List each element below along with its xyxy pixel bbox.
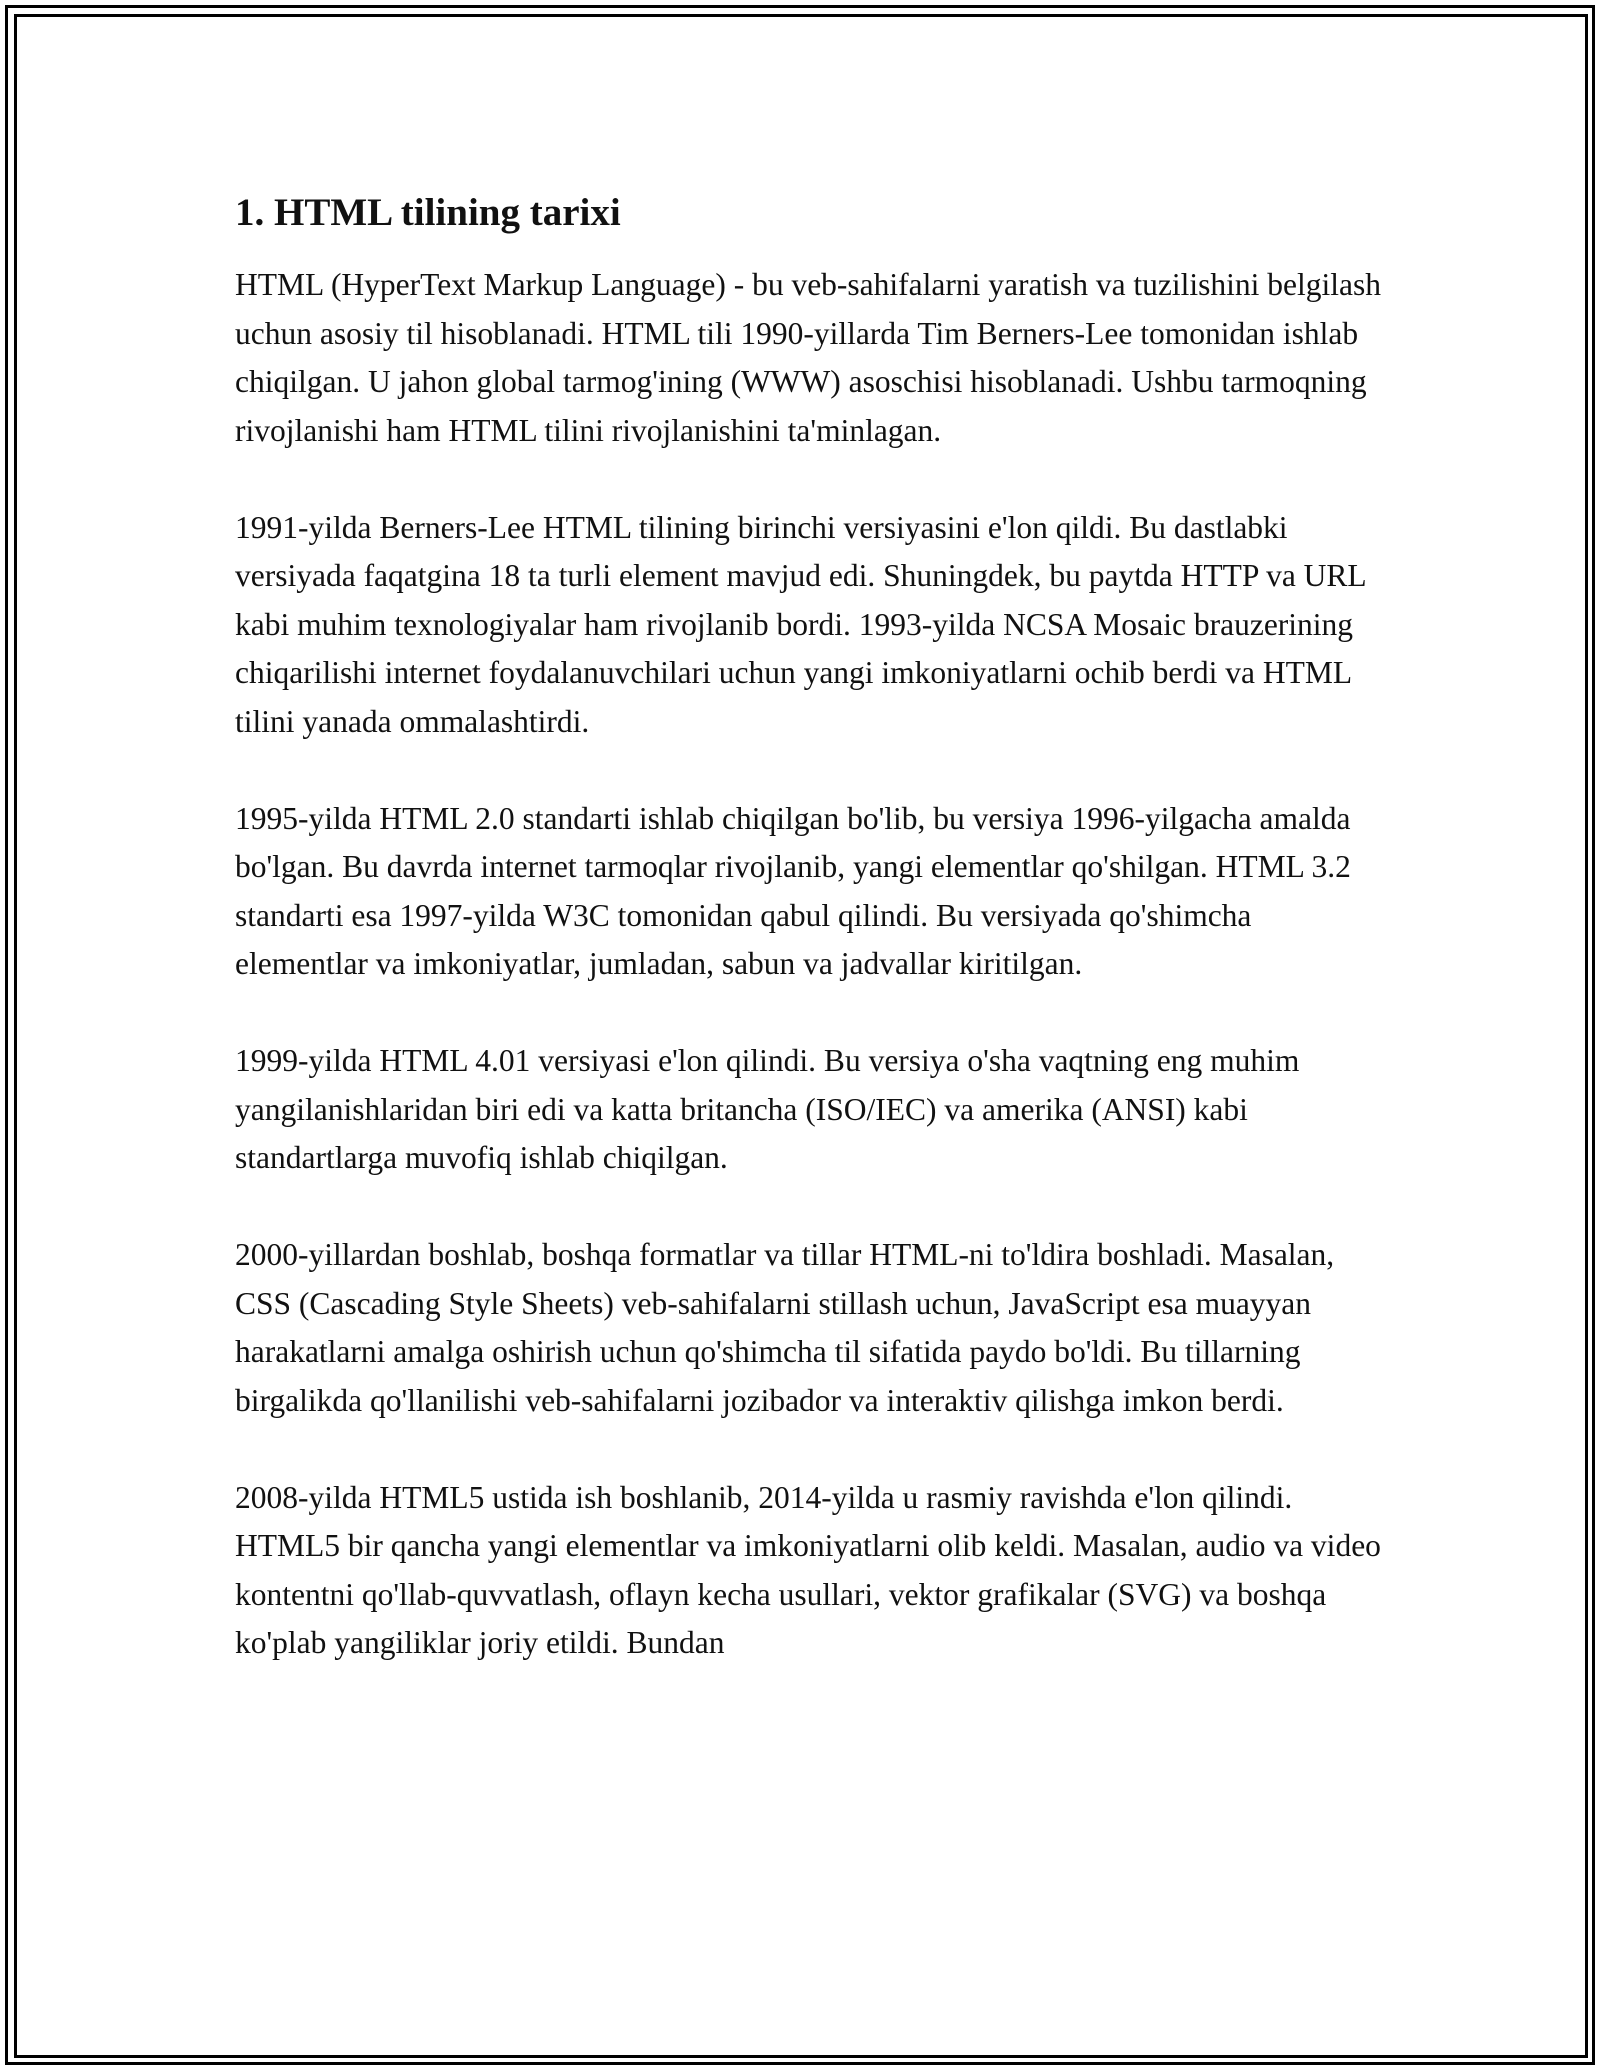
- paragraph-intro: HTML (HyperText Markup Language) - bu veb-sahifalarni yaratish va tuzilishini belgilash uchun asosiy til hisoblanadi. HTML tili 1990-yillarda Tim Berners-Lee tomonidan ishlab chiqilgan. U jahon global tarmog'ining (WWW) asoschisi hisoblanadi. Ushbu tarmoqning rivojlanishi ham HTML tilini rivojlanishini ta'minlagan.: [235, 267, 1382, 448]
- paragraph-2000s: 2000-yillardan boshlab, boshqa formatlar va tillar HTML-ni to'ldira boshladi. Masalan, CSS (Cascading Style Sheets) veb-sahifalarni stillash uchun, JavaScript esa muayyan harakatlarni amalga oshirish uchun qo'shimcha til sifatida paydo bo'ldi. Bu tillarning birgalikda qo'llanilishi veb-sahifalarni jozibador va interaktiv qilishga imkon berdi.: [235, 1237, 1335, 1418]
- section-heading: 1. HTML tilining tarixi: [235, 191, 621, 234]
- paragraph-1991: 1991-yilda Berners-Lee HTML tilining birinchi versiyasini e'lon qildi. Bu dastlabki versiyada faqatgina 18 ta turli element mavjud edi. Shuningdek, bu paytda HTTP va URL kabi muhim texnologiyalar ham rivojlanib bordi. 1993-yilda NCSA Mosaic brauzerining chiqarilishi internet foydalanuvchilari uchun yangi imkoniyatlarni ochib berdi va HTML tilini yanada ommalashtirdi.: [235, 509, 1366, 739]
- paragraph-2008: 2008-yilda HTML5 ustida ish boshlanib, 2014-yilda u rasmiy ravishda e'lon qilindi. HTML5 bir qancha yangi elementlar va imkoniyatlarni olib keldi. Masalan, audio va video kontentni qo'llab-quvvatlash, oflayn kecha usullari, vektor grafikalar (SVG) va boshqa ko'plab yangiliklar joriy etildi. Bundan: [235, 1479, 1381, 1660]
- paragraph-1995: 1995-yilda HTML 2.0 standarti ishlab chiqilgan bo'lib, bu versiya 1996-yilgacha amalda bo'lgan. Bu davrda internet tarmoqlar rivojlanib, yangi elementlar qo'shilgan. HTML 3.2 standarti esa 1997-yilda W3C tomonidan qabul qilindi. Bu versiyada qo'shimcha elementlar va imkoniyatlar, jumladan, sabun va jadvallar kiritilgan.: [235, 800, 1351, 981]
- document-body: [235, 185, 1385, 1668]
- paragraph-1999: 1999-yilda HTML 4.01 versiyasi e'lon qilindi. Bu versiya o'sha vaqtning eng muhim yangilanishlaridan biri edi va katta britancha (ISO/IEC) va amerika (ANSI) kabi standartlarga muvofiq ishlab chiqilgan.: [235, 1043, 1300, 1175]
